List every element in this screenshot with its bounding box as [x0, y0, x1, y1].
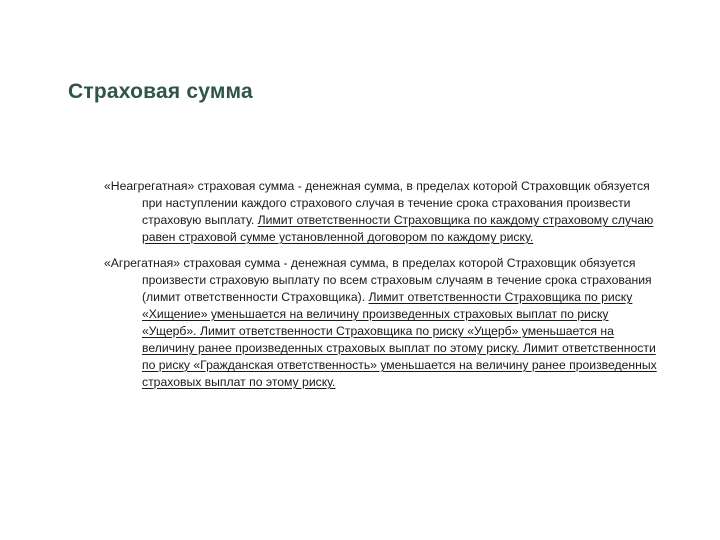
- slide-body: [104, 178, 664, 400]
- slide-title: Страховая сумма: [68, 80, 253, 103]
- non-aggregate-limit-note: Лимит ответственности Страховщика по каждому страховому случаю равен страховой сумме установленной договором по каждому риску.: [142, 213, 654, 244]
- paragraph-non-aggregate-sum: [104, 178, 664, 246]
- non-aggregate-definition-text: «Неагрегатная» страховая сумма - денежная сумма, в пределах которой Страховщик обязуется при наступлении каждого страхового случая в течение срока страхования произвести страховую выплату.: [104, 179, 650, 227]
- paragraph-aggregate-sum: [104, 255, 664, 391]
- aggregate-definition-text: «Агрегатная» страховая сумма - денежная сумма, в пределах которой Страховщик обязуется произвести страховую выплату по всем страховым случаям в течение срока страхования (лимит ответственности Страховщика).: [104, 256, 652, 304]
- aggregate-limit-note: Лимит ответственности Страховщика по риску «Хищение» уменьшается на величину произведенных страховых выплат по риску «Ущерб». Лимит ответственности Страховщика по риску «Ущерб» уменьшается на величину ранее произведенных страховых выплат по этому риску. Лимит ответственности по риску «Гражданская ответственность» уменьшается на величину ранее произведенных страховых выплат по этому риску.: [142, 290, 657, 389]
